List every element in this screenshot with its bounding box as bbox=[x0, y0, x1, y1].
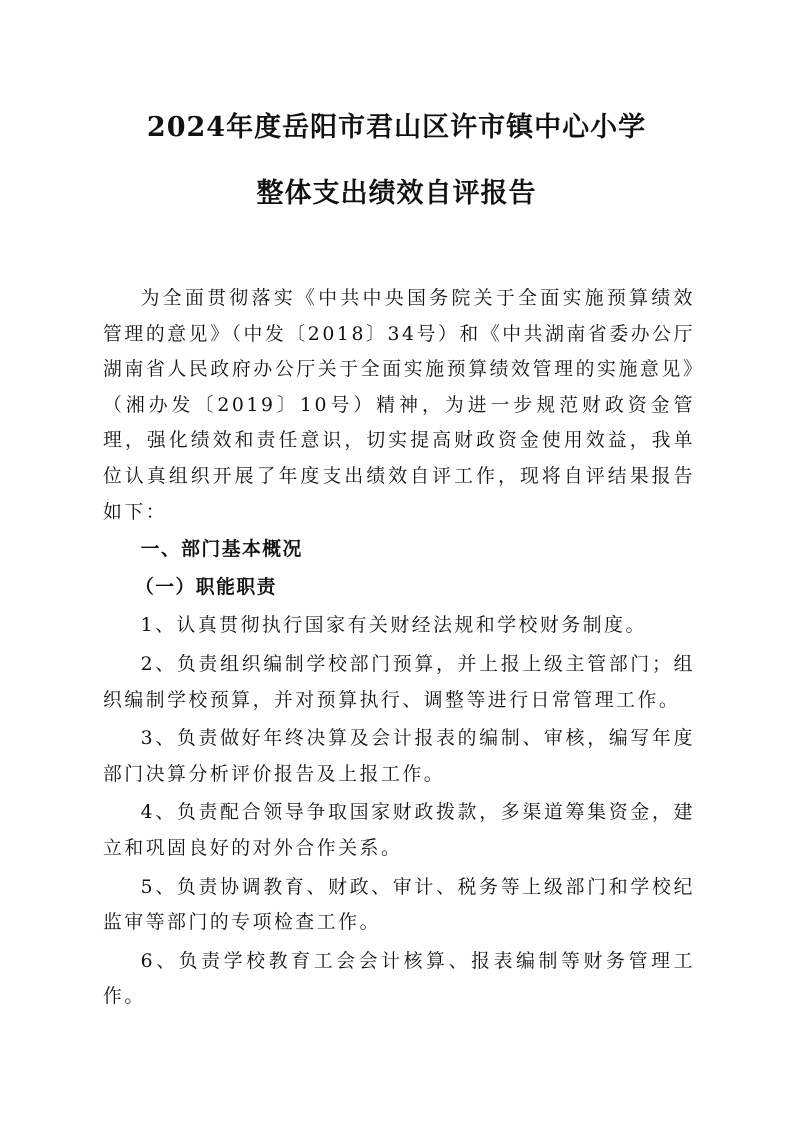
section-heading-basic-overview: 一、部门基本概况 bbox=[140, 539, 303, 561]
subsection-heading-functions: （一）职能职责 bbox=[134, 576, 277, 598]
function-item-5: 5、负责协调教育、财政、审计、税务等上级部门和学校纪监审等部门的专项检查工作。 bbox=[103, 876, 695, 934]
report-title-line-2: 整体支出绩效自评报告 bbox=[256, 178, 537, 209]
function-item-3: 3、负责做好年终决算及会计报表的编制、审核，编写年度部门决算分析评价报告及上报工作。 bbox=[103, 728, 695, 785]
function-item-6: 6、负责学校教育工会会计核算、报表编制等财务管理工作。 bbox=[103, 950, 695, 1008]
report-body bbox=[103, 281, 695, 1015]
function-item-2: 2、负责组织编制学校部门预算，并上报上级主管部门；组织编制学校预算，并对预算执行、调整等进行日常管理工作。 bbox=[103, 653, 695, 711]
function-item-4: 4、负责配合领导争取国家财政拨款，多渠道筹集资金，建立和巩固良好的对外合作关系。 bbox=[103, 802, 695, 859]
report-title-line-1: 2024年度岳阳市君山区许市镇中心小学 bbox=[146, 112, 647, 143]
function-item-1: 1、认真贯彻执行国家有关财经法规和学校财务制度。 bbox=[140, 615, 647, 637]
intro-paragraph: 为全面贯彻落实《中共中央国务院关于全面实施预算绩效管理的意见》（中发〔2018〕34号）和《中共湖南省委办公厅湖南省人民政府办公厅关于全面实施预算绩效管理的实施意见》（湘办发〔2019〕10号）精神，为进一步规范财政资金管理，强化绩效和责任意识，切实提高财政资金使用效益，我单位认真组织开展了年度支出绩效自评工作，现将自评结果报告如下： bbox=[103, 288, 695, 523]
